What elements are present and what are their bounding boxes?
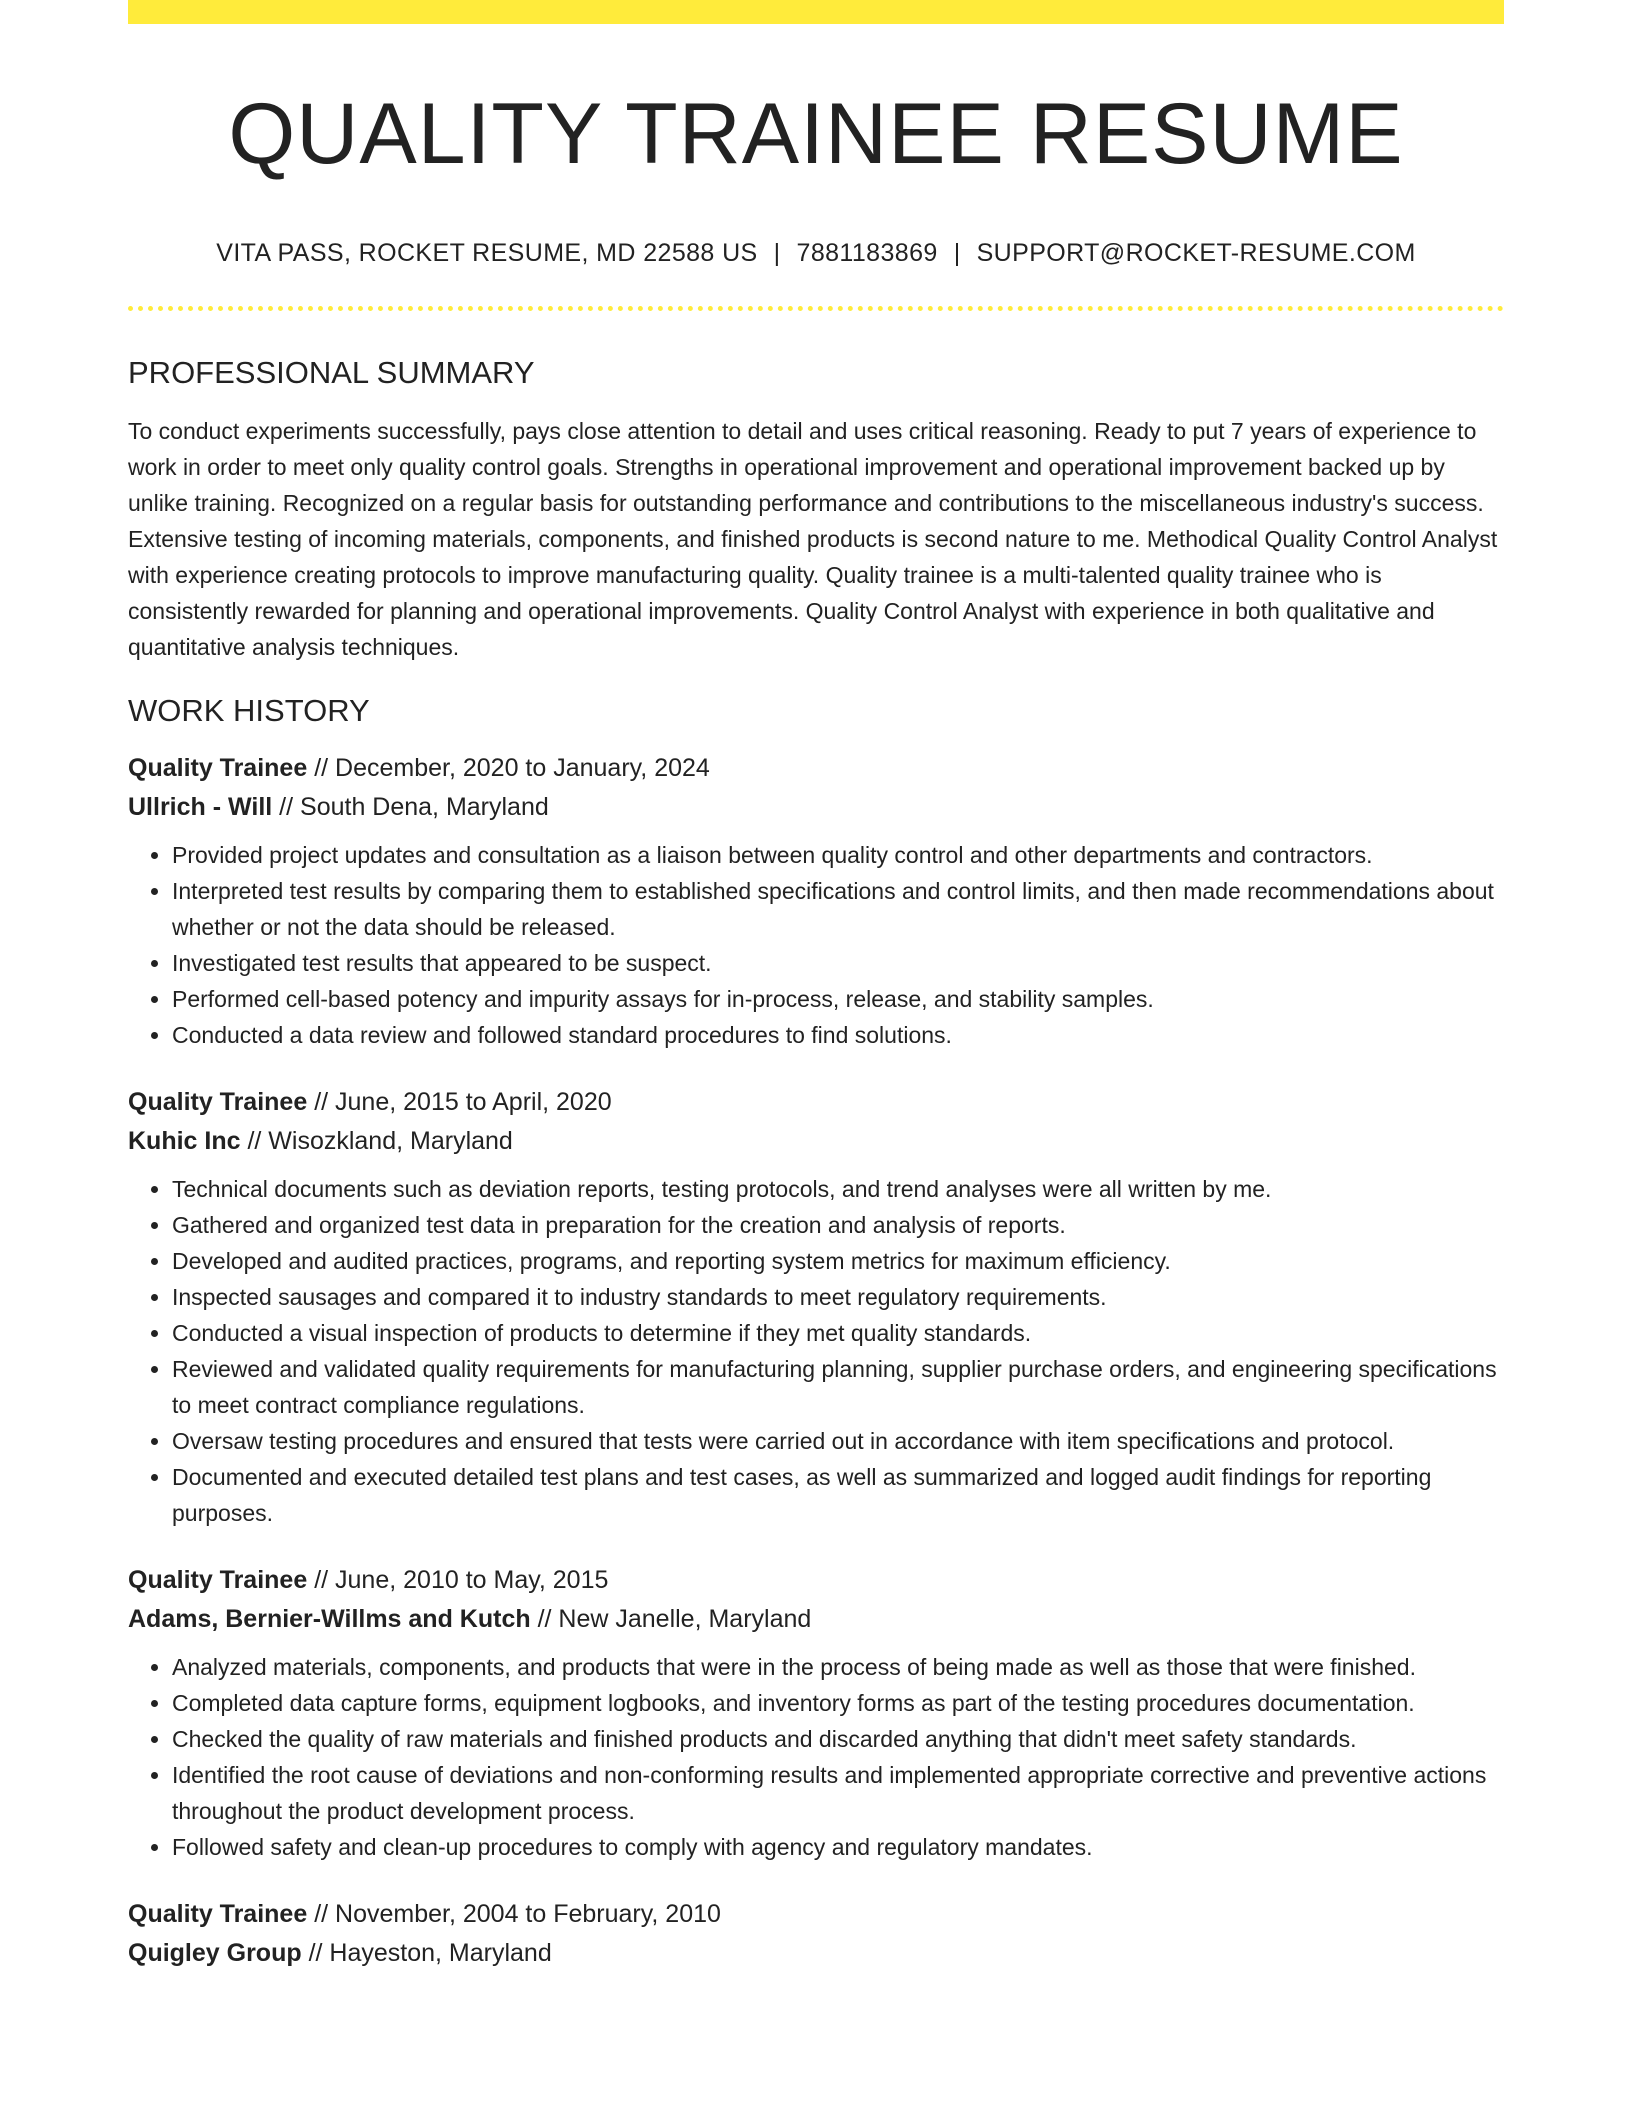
job-company: Kuhic Inc (128, 1127, 241, 1155)
job-dates: // December, 2020 to January, 2024 (307, 754, 710, 782)
contact-phone: 7881183869 (796, 239, 938, 267)
job-location: // South Dena, Maryland (272, 793, 549, 821)
bullet-item: • Checked the quality of raw materials and finished products and discarded anything that didn't meet safety standards. (172, 1721, 1504, 1757)
contact-separator: | (773, 239, 781, 267)
job-bullets (128, 1649, 1504, 1865)
job-bullets (128, 1171, 1504, 1531)
bullet-item: • Identified the root cause of deviations and non-conforming results and implemented appropriate corrective and preventive actions throughout the product development process. (172, 1757, 1504, 1829)
work-history-heading: WORK HISTORY (128, 693, 370, 728)
job-title-line (128, 1895, 1504, 1934)
bullet-item: • Inspected sausages and compared it to industry standards to meet regulatory requirements. (172, 1279, 1504, 1315)
bullet-item: • Provided project updates and consultation as a liaison between quality control and other departments and contractors. (172, 837, 1504, 873)
bullet-item: • Developed and audited practices, programs, and reporting system metrics for maximum efficiency. (172, 1243, 1504, 1279)
job-title: Quality Trainee (128, 1566, 308, 1594)
job-company-line (128, 1122, 1504, 1161)
job-title-line (128, 1561, 1504, 1600)
bullet-item: • Investigated test results that appeared to be suspect. (172, 945, 1504, 981)
job-dates: // June, 2010 to May, 2015 (307, 1566, 609, 1594)
contact-separator: | (953, 239, 961, 267)
bullet-item: • Followed safety and clean-up procedures to comply with agency and regulatory mandates. (172, 1829, 1504, 1865)
job-dates: // November, 2004 to February, 2010 (307, 1900, 721, 1928)
job-title-line (128, 1083, 1504, 1122)
job-entry (128, 1895, 1504, 1973)
summary-text: To conduct experiments successfully, pays close attention to detail and uses critical reasoning. Ready to put 7 years of experience to work in order to meet only quality control goals. Strengths in operational improvement and operational improvement backed up by unlike training. Recognized on a regular basis for outstanding performance and contributions to the miscellaneous industry's success. Extensive testing of incoming materials, components, and finished products is second nature to me. Methodical Quality Control Analyst with experience creating protocols to improve manufacturing quality. Quality trainee is a multi-talented quality trainee who is consistently rewarded for planning and operational improvements. Quality Control Analyst with experience in both qualitative and quantitative analysis techniques. (128, 418, 1498, 660)
job-entry (128, 1083, 1504, 1531)
job-company-line (128, 788, 1504, 827)
job-entry (128, 749, 1504, 1053)
job-title: Quality Trainee (128, 754, 308, 782)
bullet-item: • Conducted a data review and followed standard procedures to find solutions. (172, 1017, 1504, 1053)
bullet-item: • Reviewed and validated quality requirements for manufacturing planning, supplier purchase orders, and engineering specifications to meet contract compliance regulations. (172, 1351, 1504, 1423)
bullet-item: • Performed cell-based potency and impurity assays for in-process, release, and stability samples. (172, 981, 1504, 1017)
contact-address: VITA PASS, ROCKET RESUME, MD 22588 US (216, 239, 758, 267)
bullet-item: • Technical documents such as deviation reports, testing protocols, and trend analyses were all written by me. (172, 1171, 1504, 1207)
bullet-item: • Completed data capture forms, equipment logbooks, and inventory forms as part of the testing procedures documentation. (172, 1685, 1504, 1721)
job-title-line (128, 749, 1504, 788)
accent-bar (128, 0, 1504, 24)
job-company: Adams, Bernier-Willms and Kutch (128, 1605, 531, 1633)
job-title: Quality Trainee (128, 1900, 308, 1928)
dotted-divider (128, 306, 1504, 311)
job-company-line (128, 1600, 1504, 1639)
job-dates: // June, 2015 to April, 2020 (307, 1088, 612, 1116)
bullet-item: • Documented and executed detailed test plans and test cases, as well as summarized and logged audit findings for reporting purposes. (172, 1459, 1504, 1531)
job-location: // Hayeston, Maryland (301, 1939, 552, 1967)
summary-heading: PROFESSIONAL SUMMARY (128, 355, 535, 390)
resume-page (128, 0, 1504, 1973)
bullet-item: • Interpreted test results by comparing them to established specifications and control limits, and then made recommendations about whether or not the data should be released. (172, 873, 1504, 945)
bullet-item: • Oversaw testing procedures and ensured that tests were carried out in accordance with item specifications and protocol. (172, 1423, 1504, 1459)
bullet-item: • Conducted a visual inspection of products to determine if they met quality standards. (172, 1315, 1504, 1351)
bullet-item: • Analyzed materials, components, and products that were in the process of being made as well as those that were finished. (172, 1649, 1504, 1685)
contact-line (128, 238, 1504, 268)
contact-email: SUPPORT@ROCKET-RESUME.COM (976, 239, 1416, 267)
job-company-line (128, 1934, 1504, 1973)
job-title: Quality Trainee (128, 1088, 308, 1116)
resume-title: QUALITY TRAINEE RESUME (228, 86, 1404, 182)
job-bullets (128, 837, 1504, 1053)
job-company: Quigley Group (128, 1939, 302, 1967)
job-company: Ullrich - Will (128, 793, 273, 821)
job-location: // New Janelle, Maryland (530, 1605, 812, 1633)
job-location: // Wisozkland, Maryland (240, 1127, 513, 1155)
bullet-item: • Gathered and organized test data in preparation for the creation and analysis of reports. (172, 1207, 1504, 1243)
job-entry (128, 1561, 1504, 1865)
